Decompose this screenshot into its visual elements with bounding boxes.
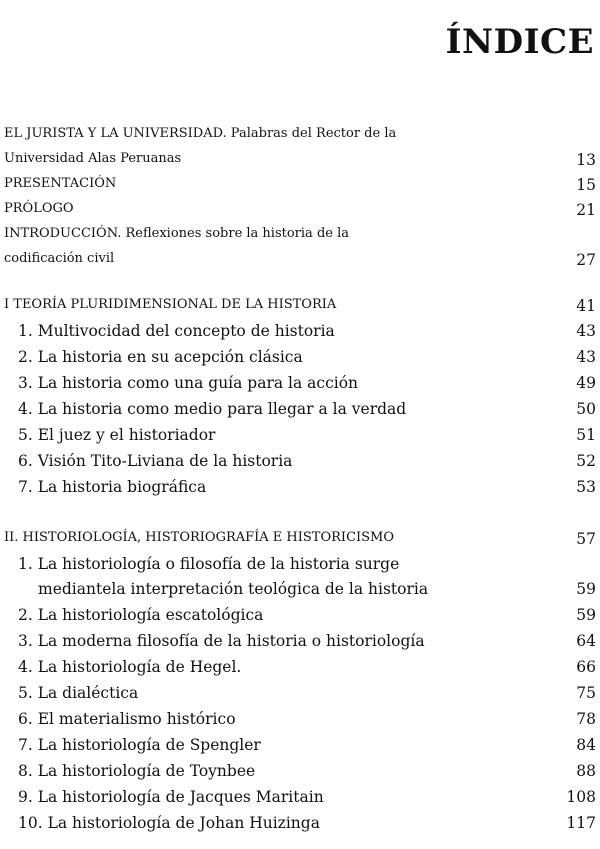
toc-page-number: 84 bbox=[576, 736, 596, 754]
toc-entry-text: 1. Multivocidad del concepto de historia bbox=[18, 322, 335, 340]
toc-item[interactable] bbox=[0, 478, 600, 504]
toc-item[interactable] bbox=[0, 555, 600, 581]
toc-entry-text: 5. La dialéctica bbox=[18, 684, 139, 702]
toc-entry-text: codificación civil bbox=[4, 251, 115, 266]
toc-entry-text: 9. La historiología de Jacques Maritain bbox=[18, 788, 324, 806]
toc-entry-text: PRÓLOGO bbox=[4, 201, 74, 216]
toc-page-number: 50 bbox=[576, 400, 596, 418]
toc-item[interactable] bbox=[0, 684, 600, 710]
toc-item[interactable] bbox=[0, 788, 600, 814]
toc-page-number: 78 bbox=[576, 710, 596, 728]
toc-page-number: 52 bbox=[576, 452, 596, 470]
toc-chapter-1[interactable] bbox=[0, 297, 600, 323]
toc-entry-text: EL JURISTA Y LA UNIVERSIDAD. Palabras del Rector de la bbox=[4, 126, 397, 141]
toc-chapter-2[interactable] bbox=[0, 530, 600, 556]
toc-entry-introduccion[interactable] bbox=[0, 226, 600, 252]
toc-item[interactable] bbox=[0, 374, 600, 400]
toc-page-number: 41 bbox=[576, 297, 596, 315]
toc-item[interactable] bbox=[0, 606, 600, 632]
toc-page-number: 88 bbox=[576, 762, 596, 780]
toc-page-number: 64 bbox=[576, 632, 596, 650]
toc-entry-text: 3. La moderna filosofía de la historia o historiología bbox=[18, 632, 425, 650]
toc-item[interactable] bbox=[0, 452, 600, 478]
toc-entry-jurista-cont[interactable] bbox=[0, 151, 600, 177]
toc-entry-text: 4. La historia como medio para llegar a la verdad bbox=[18, 400, 407, 418]
toc-page-number: 53 bbox=[576, 478, 596, 496]
toc-entry-text: 3. La historia como una guía para la acción bbox=[18, 374, 359, 392]
toc-page-number: 59 bbox=[576, 606, 596, 624]
toc-item[interactable] bbox=[0, 632, 600, 658]
toc-item[interactable] bbox=[0, 710, 600, 736]
toc-page-number: 59 bbox=[576, 580, 596, 598]
toc-entry-text: PRESENTACIÓN bbox=[4, 176, 117, 191]
toc-entry-text: 7. La historia biográfica bbox=[18, 478, 207, 496]
toc-item[interactable] bbox=[0, 762, 600, 788]
toc-entry-introduccion-cont[interactable] bbox=[0, 251, 600, 277]
toc-entry-prologo[interactable] bbox=[0, 201, 600, 227]
chapter-title: II. HISTORIOLOGÍA, HISTORIOGRAFÍA E HISTORICISMO bbox=[4, 530, 395, 545]
toc-entry-text: 5. El juez y el historiador bbox=[18, 426, 216, 444]
toc-entry-text: 7. La historiología de Spengler bbox=[18, 736, 261, 754]
toc-entry-text: 6. Visión Tito-Liviana de la historia bbox=[18, 452, 293, 470]
toc-entry-text: 4. La historiología de Hegel. bbox=[18, 658, 242, 676]
toc-entry-text: INTRODUCCIÓN. Reflexiones sobre la historia de la bbox=[4, 226, 349, 241]
toc-item-cont[interactable] bbox=[0, 580, 600, 606]
toc-page-number: 117 bbox=[566, 814, 596, 832]
toc-page-number: 51 bbox=[576, 426, 596, 444]
chapter-title: I TEORÍA PLURIDIMENSIONAL DE LA HISTORIA bbox=[4, 297, 337, 312]
toc-item[interactable] bbox=[0, 426, 600, 452]
toc-page-number: 66 bbox=[576, 658, 596, 676]
toc-entry-text: 2. La historia en su acepción clásica bbox=[18, 348, 303, 366]
toc-entry-jurista[interactable] bbox=[0, 126, 600, 152]
toc-entry-text: 8. La historiología de Toynbee bbox=[18, 762, 256, 780]
toc-page-number: 108 bbox=[566, 788, 596, 806]
page-title: ÍNDICE bbox=[445, 22, 594, 62]
toc-item[interactable] bbox=[0, 322, 600, 348]
toc-entry-text: 2. La historiología escatológica bbox=[18, 606, 264, 624]
toc-entry-presentacion[interactable] bbox=[0, 176, 600, 202]
toc-item[interactable] bbox=[0, 348, 600, 374]
toc-entry-text: 10. La historiología de Johan Huizinga bbox=[18, 814, 320, 832]
toc-page-number: 43 bbox=[576, 322, 596, 340]
toc-item[interactable] bbox=[0, 814, 600, 840]
toc-entry-text: Universidad Alas Peruanas bbox=[4, 151, 182, 166]
toc-page-number: 21 bbox=[576, 201, 596, 219]
toc-item[interactable] bbox=[0, 400, 600, 426]
toc-page-number: 43 bbox=[576, 348, 596, 366]
toc-page-number: 49 bbox=[576, 374, 596, 392]
toc-item[interactable] bbox=[0, 658, 600, 684]
toc-page-number: 15 bbox=[576, 176, 596, 194]
toc-page-number: 27 bbox=[576, 251, 596, 269]
toc-item[interactable] bbox=[0, 736, 600, 762]
toc-entry-text: mediantela interpretación teológica de la historia bbox=[38, 580, 429, 598]
toc-page-number: 57 bbox=[576, 530, 596, 548]
toc-entry-text: 1. La historiología o filosofía de la historia surge bbox=[18, 555, 400, 573]
toc-page-number: 13 bbox=[576, 151, 596, 169]
toc-page-number: 75 bbox=[576, 684, 596, 702]
toc-entry-text: 6. El materialismo histórico bbox=[18, 710, 236, 728]
